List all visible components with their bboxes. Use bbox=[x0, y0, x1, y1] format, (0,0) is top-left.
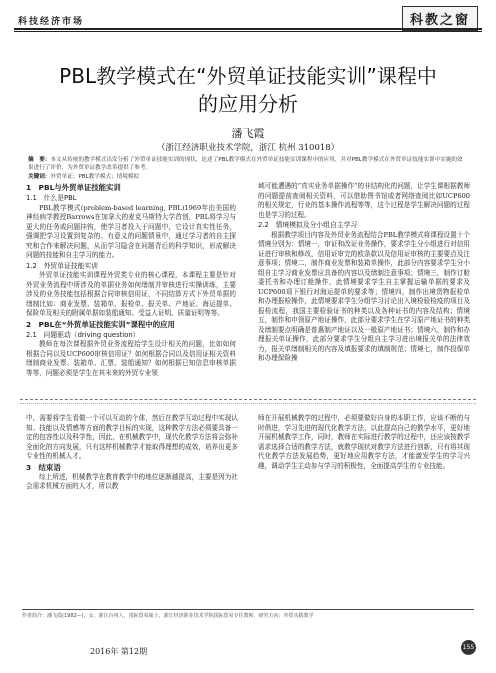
column-left-bottom bbox=[26, 414, 238, 584]
article-divider-dotted bbox=[20, 403, 476, 404]
section-heading: 2 PBL在“外贸单证技能实训”课程中的应用 bbox=[26, 319, 175, 329]
issue-label: 2016年 第12期 bbox=[90, 647, 148, 656]
column-badge: 科教之窗 bbox=[402, 6, 478, 31]
page-number-badge: 155 bbox=[461, 640, 476, 655]
paragraph: 根据教学项目内容及外贸业务流程结合PBL教学模式将课程设置十个情境分别为：情境一，审证和改证业务操作，要求学生分小组进行对信用证进行审核和修改，信用证审完的欧条款以及信用证审核的主要要点及注意事项；情境二，制作商业发票和装箱单操作，此部分内容要求学生分小组自主学习商业发票应具备的内容以及缮制注意事项；情境三，制作订舱委托书和办理订舱操作，此情境要求学生自主掌握运输单据的要求及UCP600项下银行对海运提单的要求等；情境四，制作出境货物报检单和办理报检操作，此情境要求学生分组学习讨论出入境检验检疫的项目及报检流程，我国主要检验证书的种类以及各种证书的内容及结构；情境五，制作和申领原产地证操作，此部分要求学生在学习原产地证书的种类及缮制要点明确是普惠制产地证以及一般原产地证书；情境六，制作和办理报关单证操作，此部分要求学生分组自主学习进出境报关单的法律效力，报关单缮制相关的内容及填报要求的填制规范；情境七，制作投保单和办理保险操 bbox=[258, 230, 470, 362]
footnote-rule bbox=[22, 609, 474, 610]
header-rule bbox=[14, 28, 482, 30]
paragraph: 外贸单证技能实训课程外贸类专业的核心课程，本课程主要是针对外贸业务流程中所涉及的单据业务如何缮制并审核进行实操训练，主要涉及的业务技能包括根据合同审核信用证，不同结算方式下外贸单据的缮制比如：商业发票、装箱单、报检单、报关单、产地证、海运提单、保险单及相关的附属单据如装船通知、受益人证明、质量证明等等。 bbox=[26, 271, 236, 317]
author-footnote: 作者简介：潘飞霞(1982—)，女，浙江台州人，国际贸易硕士，浙江经济职业技术学院国际贸易专任教师，研究方向：外贸实践教学 bbox=[22, 613, 314, 619]
paragraph: 综上所述，机械教学在教育教学中的地位逐渐越提高，主要是因为社会需求机械方面的人才，所以教 bbox=[26, 472, 238, 490]
keywords-text: 外贸单证；PBL教学模式；情境模拟 bbox=[50, 173, 140, 180]
paragraph: PBL教学模式(problem-based learning, PBL)1969年由美国的神经病学教授Barrows在加拿大的麦克马斯特大学首创，PBL将学习与更大的任务或问题挂钩，使学习者投入于问题中，它设计真实性任务，强调把学习设置到复杂的、有意义的问题情景中，通过学习者的自主探究和合作来解决问题，从而学习隐含在问题背后的科学知识，形成解决问题的技能和自主学习的能力。 bbox=[26, 203, 236, 259]
abstract-block bbox=[28, 156, 468, 181]
paragraph: 中，需要将学生看做一个可以互动的个体，然后在教学互动过程中实现认知、技能以及情感等方面的教学目标的实现，这种教学方法必须要具备一定的包容性以及科学性，因此，在机械教学中，现代化教学方法将会弥补全面化的方向发展，只有这样机械教学才能取得理想的成效，培养出更多专业性的机械人才。 bbox=[26, 414, 238, 460]
subsection-heading: 1.2 外贸单证技能实训 bbox=[26, 261, 98, 270]
paragraph: 教师在每次课程据外贸业务流程给学生设计相关的问题，比如如何根据合同以及UCP600审核信用证？如何根据合同以及信用证相关资料缮制商业发票、装箱单、汇票、装船通知？如何根据已知信息审核单据等等，问题必须是学生在其未来的外贸专业领 bbox=[26, 340, 236, 377]
journal-name: 科技经济市场 bbox=[18, 17, 85, 27]
subsection-heading: 1.1 什么是PBL bbox=[26, 194, 77, 202]
keywords-label: 关键词： bbox=[28, 173, 51, 180]
header-rule-thin bbox=[14, 31, 482, 32]
section-heading: 1 PBL与外贸单证技能实训 bbox=[26, 183, 121, 192]
column-right-bottom bbox=[258, 414, 470, 584]
subsection-heading: 2.1 问题驱动（driving question） bbox=[26, 330, 140, 339]
abstract-label: 摘 要： bbox=[28, 157, 51, 163]
article-divider bbox=[20, 399, 476, 400]
author-name: 潘飞霞 bbox=[231, 127, 265, 140]
author-affiliation: （浙江经济职业技术学院，浙江 杭州 310018） bbox=[156, 143, 340, 153]
article-title: PBL教学模式在“外贸单证技能实训”课程中的应用分析 bbox=[59, 64, 437, 116]
abstract-text: 本文从传统的教学模式出发分析了外贸单证技能实训的现状，论述了PBL教学模式在外贸单证技能实训课程中的应用，并对PBL教学模式在外贸单证技能实训中实施的效果进行了评价，为外贸单证教学改革提供了参考。 bbox=[28, 157, 463, 172]
paragraph: 师在开展机械教学的过程中，必须要做好自身的本职工作，应该不断的与时俱进，学习先进的现代化教学方法，以此提高自己的教学水平，更好地开展机械教学工作，同时，教师在实际进行教学的过程中，还应该按教学需求选择合适的教学方法，就教学现状对教学方法进行创新，只有将其现代化教学方法发展趋势，更好地应用教学方法，才能激发学生的学习兴趣，调动学生主动参与学习的积极性，全面提高学生的专业技能。 bbox=[258, 414, 470, 470]
column-right-top bbox=[258, 182, 470, 394]
paragraph: 域可能遭遇的“真实业务单据操作”的非结构化的问题，让学生课根据教师的问题提前查阅相关资料，可以借助图书馆或者网络查阅比如UCP600的相关规定，行业的基本操作流程等等，这个过程是学生解决问题的过程也是学习的过程。 bbox=[258, 182, 470, 219]
column-left-top bbox=[26, 182, 236, 394]
section-heading: 3 结束语 bbox=[26, 462, 61, 472]
subsection-heading: 2.2 情境模拟及分小组自主学习 bbox=[258, 221, 358, 229]
